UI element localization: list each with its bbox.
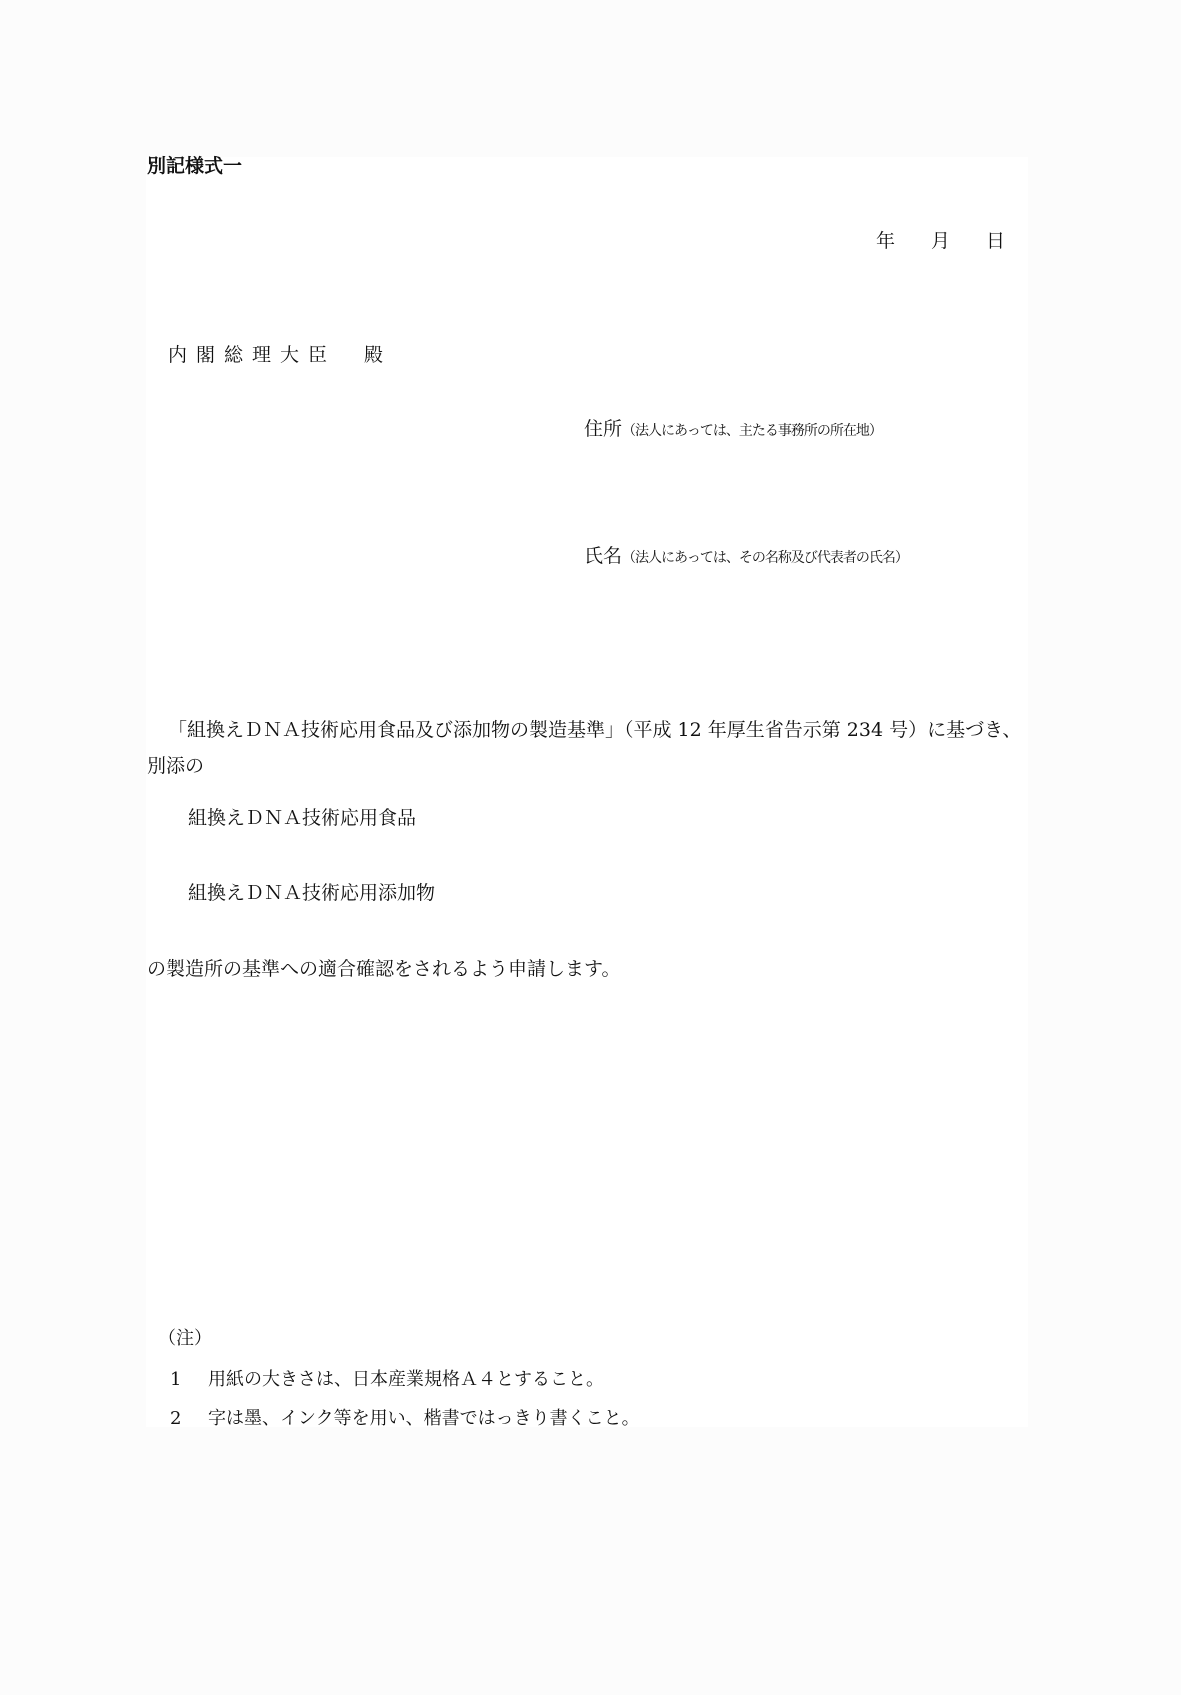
- date-line: [876, 232, 1005, 251]
- addressee: 内閣総理大臣 殿: [168, 344, 393, 366]
- note-item: [170, 1410, 640, 1428]
- address-field: [584, 420, 882, 439]
- name-note: （法人にあっては、その名称及び代表者の氏名）: [622, 550, 908, 566]
- notes-header: （注）: [158, 1328, 212, 1349]
- note-number: 1: [170, 1369, 182, 1390]
- date-month-label: 月: [931, 230, 951, 252]
- note-text: 用紙の大きさは、日本産業規格Ａ４とすること。: [208, 1369, 604, 1390]
- date-year-label: 年: [876, 230, 896, 252]
- date-day-label: 日: [986, 230, 1006, 252]
- note-item: [170, 1371, 604, 1389]
- application-paragraph: 「組換えＤＮＡ技術応用食品及び添加物の製造基準」（平成 12 年厚生省告示第 234 号）に基づき、別添の: [147, 719, 1022, 777]
- option-food: 組換えＤＮＡ技術応用食品: [188, 807, 417, 829]
- address-note: （法人にあっては、主たる事務所の所在地）: [622, 423, 882, 439]
- name-label: 氏名: [584, 545, 623, 567]
- name-field: [584, 547, 908, 566]
- note-number: 2: [170, 1408, 182, 1429]
- option-additive: 組換えＤＮＡ技術応用添加物: [188, 882, 436, 904]
- closing-sentence: の製造所の基準への適合確認をされるよう申請します。: [147, 958, 621, 980]
- address-label: 住所: [584, 418, 623, 440]
- form-label: 別記様式一: [147, 155, 243, 177]
- note-text: 字は墨、インク等を用い、楷書ではっきり書くこと。: [208, 1408, 640, 1429]
